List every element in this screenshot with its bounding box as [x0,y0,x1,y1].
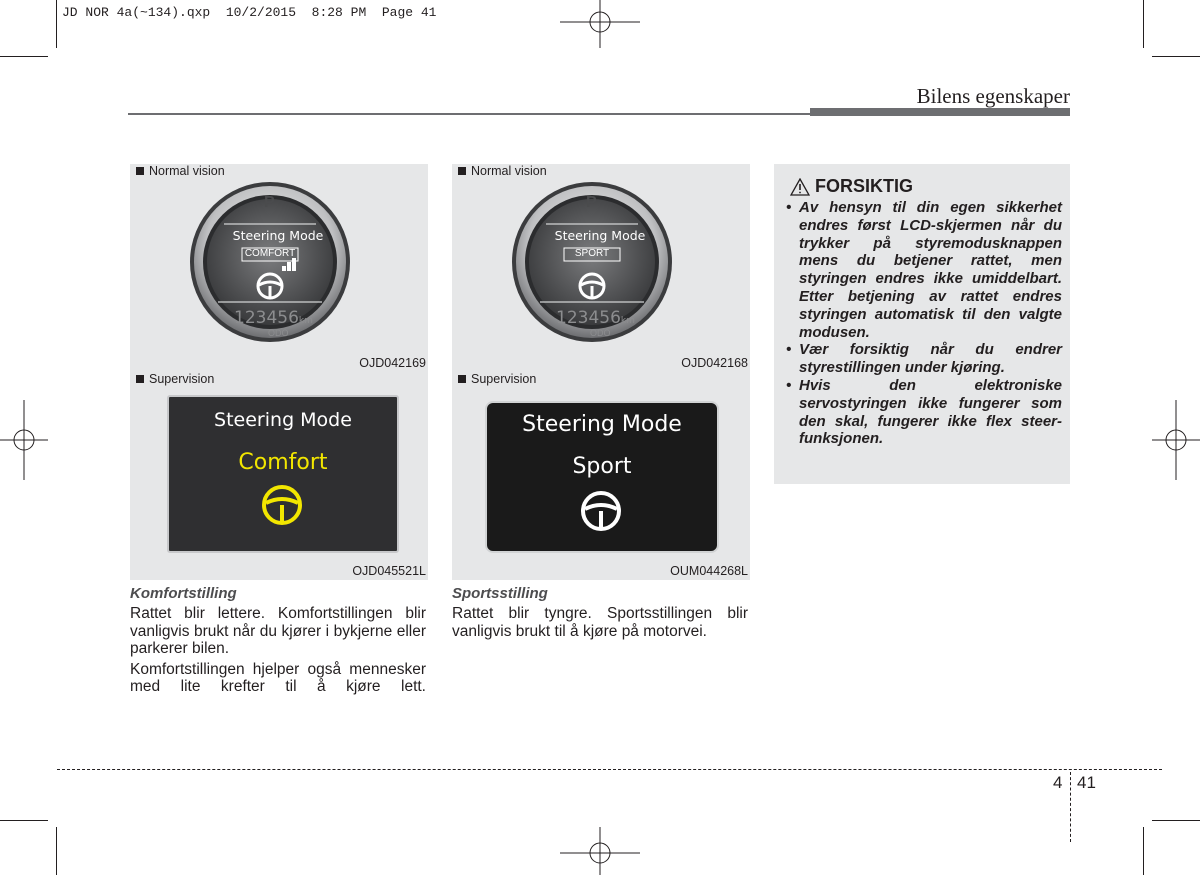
chapter-number: 4 [1053,773,1063,792]
gauge-odometer: 123456km [556,308,635,328]
comfort-heading: Komfortstilling [130,585,237,602]
caution-item: • Av hensyn til din egen sikkerhet endres først LCD-skjermen når du trykker på styremodusknappen mens du betjener rattet, men styringen endres ikke umiddelbart. Etter betjening av rattet endres styringen automatisk til den valgte modusen. [786,199,1062,341]
figure-label: Supervision [458,372,536,386]
steering-wheel-icon [260,483,304,527]
caution-heading [790,176,913,197]
gauge-odo-label: ODO [590,328,611,338]
figure-normal-sport [452,164,750,372]
gauge-odometer: 123456km [234,308,313,328]
caution-item: • Hvis den elektroniske servostyringen ikke fungerer som den skal, fungerer ikke flex steer-funksjonen. [786,376,1062,448]
lcd-mode: Comfort [238,450,328,475]
footer-rule [57,769,1162,770]
gauge-mode: COMFORT [244,248,296,259]
gauge-gear: P [586,194,597,211]
gauge-mode: SPORT [574,248,610,259]
caution-list [784,199,1062,448]
lcd-title: Steering Mode [522,412,682,437]
steering-wheel-icon [579,489,623,533]
gauge-title: Steering Mode [554,228,646,243]
caution-title: FORSIKTIG [815,176,913,196]
figure-normal-comfort [130,164,428,372]
header-rule-accent [810,108,1070,116]
registration-mark-bottom [560,827,640,875]
figure-code: OJD045521L [352,564,426,578]
figure-supervision-comfort [130,372,428,580]
lcd-screen [485,401,719,553]
caution-box [774,164,1070,484]
lcd-mode: Sport [572,454,632,479]
figure-label: Supervision [136,372,214,386]
figure-code: OJD042169 [359,356,426,370]
sport-heading: Sportsstilling [452,585,548,602]
comfort-body [130,605,426,699]
sport-paragraph-1: Rattet blir tyngre. Sportsstillingen blir vanligvis brukt til å kjøre på motorvei. [452,605,748,640]
figure-label: Normal vision [458,164,547,178]
gauge-odo-label: ODO [268,328,289,338]
footer-divider [1070,772,1071,842]
sport-body [452,605,748,643]
registration-mark-left [0,400,48,480]
registration-mark-right [1152,400,1200,480]
lcd-screen [167,395,399,553]
figure-code: OUM044268L [670,564,748,578]
gauge-title: Steering Mode [232,228,324,243]
caution-item: • Vær forsiktig når du endrer styrestillingen under kjøring. [786,341,1062,377]
warning-triangle-icon [790,178,810,196]
figure-supervision-sport [452,372,750,580]
comfort-paragraph-1: Rattet blir lettere. Komfortstillingen blir vanligvis brukt når du kjører i bykjerne eller parkerer bilen. [130,605,426,657]
gauge-gear: P [264,194,275,211]
page-number: 41 [1077,773,1096,792]
section-title: Bilens egenskaper [916,84,1070,108]
lcd-title: Steering Mode [214,409,352,431]
print-slug: JD NOR 4a(~134).qxp 10/2/2015 8:28 PM Page 41 [62,5,437,20]
figure-code: OJD042168 [681,356,748,370]
registration-mark-top [560,0,640,48]
header-rule [128,113,810,115]
comfort-paragraph-2: Komfortstillingen hjelper også mennesker med lite krefter til å kjøre lett. [130,660,426,695]
figure-label: Normal vision [136,164,225,178]
